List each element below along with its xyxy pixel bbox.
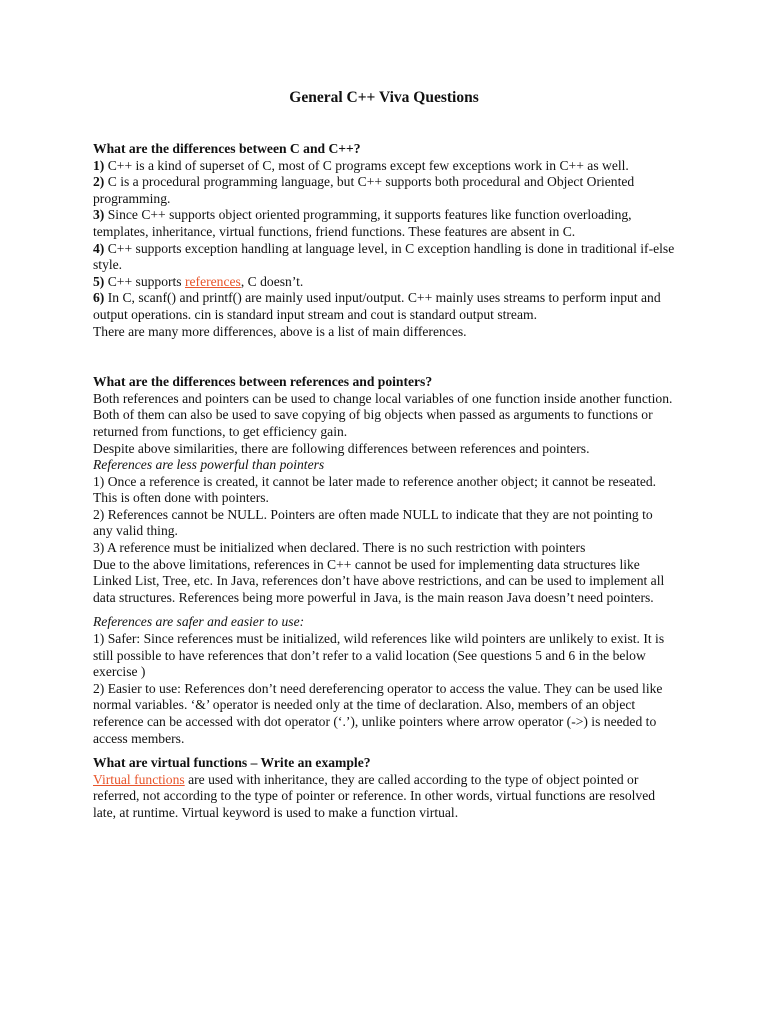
section1-item-5 [93,274,675,291]
item-number: 4) [93,240,105,256]
section2-point-3: 3) A reference must be initialized when declared. There is no such restriction with pointers [93,540,586,556]
section3-heading: What are virtual functions – Write an example? [93,755,371,771]
section2-intro-1: Both references and pointers can be used to change local variables of one function inside another function. Both of them can also be used to save copying of big objects when passed as arguments to functions or returned from functions, to get efficiency gain. [93,390,673,439]
section1-item-2 [93,174,675,207]
spacer [93,340,675,374]
references-link[interactable]: references [185,273,241,289]
section3-text [93,772,675,822]
document-body [93,141,675,822]
section3-body: are used with inheritance, they are called according to the type of object pointed or referred, not according to the type of pointer or reference. In other words, virtual functions are resolved late, at runtime. Virtual keyword is used to make a function virtual. [93,771,656,820]
item-text: C is a procedural programming language, but C++ supports both procedural and Object Oriented programming. [93,174,635,206]
section2-easier-point: 2) Easier to use: References don’t need dereferencing operator to access the value. They can be used like normal variables. ‘&’ operator is needed only at the time of declaration. Also, members of an object reference can be accessed with dot operator (‘.’), unlike pointers where arrow operator (->) is needed to access members. [93,680,663,746]
section1-item-6 [93,290,675,323]
item-text: In C, scanf() and printf() are mainly used input/output. C++ mainly uses streams to perform input and output operations. cin is standard input stream and cout is standard output stream. [93,290,661,322]
section2-point-2: 2) References cannot be NULL. Pointers are often made NULL to indicate that they are not pointing to any valid thing. [93,506,653,539]
item-text: C++ supports exception handling at language level, in C exception handling is done in traditional if-else style. [93,240,675,273]
section1-item-3 [93,207,675,240]
section2-subheading-2: References are safer and easier to use: [93,614,305,630]
section2-point-1: 1) Once a reference is created, it cannot be later made to reference another object; it cannot be reseated. This is often done with pointers. [93,473,657,506]
item-number: 1) [93,157,105,173]
section1-closing: There are many more differences, above is a list of main differences. [93,323,467,339]
item-text: Since C++ supports object oriented programming, it supports features like function overloading, templates, inheritance, virtual functions, friend functions. These features are absent in C. [93,207,632,239]
virtual-functions-link[interactable]: Virtual functions [93,771,185,787]
section1-heading: What are the differences between C and C++? [93,141,361,156]
item-text: C++ supports [104,273,185,289]
item-text: C++ is a kind of superset of C, most of C programs except few exceptions work in C++ as well. [104,157,629,173]
section1-item-4 [93,241,675,274]
spacer [93,747,675,755]
spacer [93,606,675,614]
section2-subheading-1: References are less powerful than pointers [93,457,325,473]
document-title: General C++ Viva Questions [289,89,479,106]
item-number: 5) [93,273,105,289]
section2-heading: What are the differences between references and pointers? [93,374,433,390]
item-number: 3) [93,207,105,223]
section1-item-1 [93,158,675,175]
item-number: 6) [93,290,105,306]
section2-limitations: Due to the above limitations, references in C++ cannot be used for implementing data structures like Linked List, Tree, etc. In Java, references don’t have above restrictions, and can be used to implement all data structures. References being more powerful in Java, is the main reason Java doesn’t need pointers. [93,556,665,605]
section2-intro-2: Despite above similarities, there are following differences between references and pointers. [93,440,590,456]
item-text: , C doesn’t. [240,273,304,289]
item-number: 2) [93,174,105,190]
section2-safer-point: 1) Safer: Since references must be initialized, wild references like wild pointers are unlikely to exist. It is still possible to have references that don’t refer to a valid location (See questions 5 and 6 in the below exercise ) [93,631,665,680]
